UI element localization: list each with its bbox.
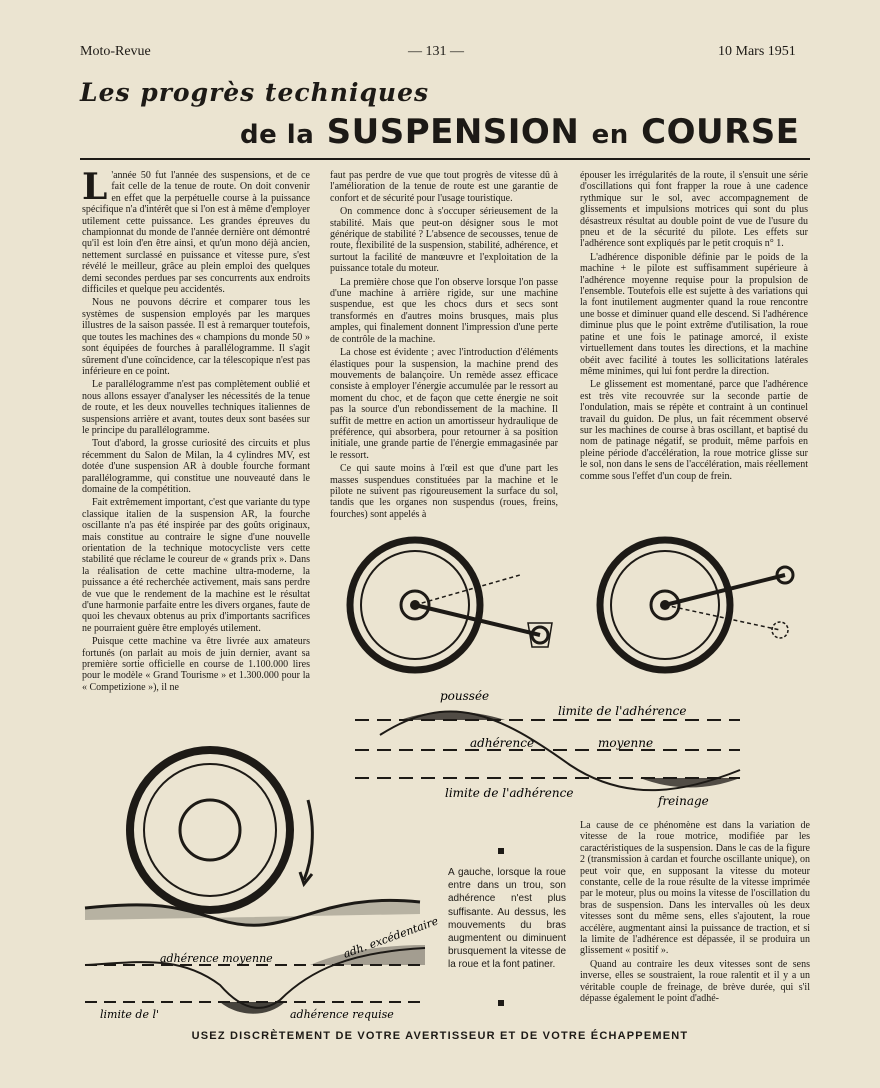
article-column-3 bbox=[580, 170, 808, 540]
paragraph: faut pas perdre de vue que tout progrès de vitesse dû à l'amélioration de la tenue de route est une garantie de confort et de sécurité pour l'usage touristique. bbox=[330, 170, 558, 204]
label-adh-excedentaire: adh. excédentaire bbox=[341, 914, 440, 961]
label-freinage: freinage bbox=[658, 794, 709, 808]
paragraph: Le glissement est momentané, parce que l'adhérence est très vite recouvrée sur la seconde partie de l'ondulation, mais se répète et contraint à un continuel travail du guidon. De plus, un fait récemment observé sur les machines de course à bras oscillant, et baptisé du nom de patinage négatif, se produit, même parfois en pleine période d'accélération, la roue motrice glisse sur le sol, non dans le sens de l'accélération, mais réellement comme sous l'effet d'un coup de frein. bbox=[580, 379, 808, 482]
title-rule bbox=[80, 158, 810, 160]
label-moyenne: moyenne bbox=[598, 736, 654, 750]
title-course: COURSE bbox=[641, 112, 800, 152]
figure-caption: A gauche, lorsque la roue entre dans un trou, son adhérence n'est plus suffisante. Au dessus, les mouvements du bras augmentent ou diminuent brusquement la vitesse de la roue et la font patiner. bbox=[448, 867, 566, 971]
wheel-left-illustration bbox=[350, 540, 552, 670]
title-en: en bbox=[591, 120, 629, 150]
paragraph: Puisque cette machine va être livrée aux amateurs fortunés (on parlait au mois de juin dernier, avant sa première sortie officielle en course de 1.100.000 lires pour le modèle « Grand Tourisme » et 1.300.000 pour la « Competizione »), il ne bbox=[82, 636, 310, 693]
caption-bullet-end bbox=[498, 1000, 504, 1006]
paragraph: Nous ne pouvons décrire et comparer tous les systèmes de suspension employés par les marques illustres de la saison passée. Il est à remarquer toutefois, que toutes les machines des « champions du monde 50 » sont équipées de fourches à parallélogramme. Il s'agit sûrement d'une coïncidence, car la télescopique n'est pas inférieure en ce point. bbox=[82, 297, 310, 377]
title-line1: Les progrès techniques bbox=[80, 78, 430, 107]
footer-slogan: USEZ DISCRÈTEMENT DE VOTRE AVERTISSEUR ET DE VOTRE ÉCHAPPEMENT bbox=[191, 1030, 689, 1042]
paragraph: L'adhérence disponible définie par le poids de la machine + le pilote est suffisamment supérieure à l'adhérence moyenne requise pour la propulsion de l'ensemble. Toutefois elle est sujette à des variations qui la font inutilement augmenter quand la roue rencontre une bosse et diminuer quand elle descend. Si l'adhérence diminue plus que le point extrême d'utilisation, la roue patine et une fois le patinage amorcé, il existe virtuellement dans toutes les directions, et la machine obéit avec facilité à toutes les sollicitations latérales même minimes, qui lui font perdre la direction. bbox=[580, 251, 808, 377]
paragraph: La première chose que l'on observe lorsque l'on passe d'une machine à arrière rigide, sur une machine suspendue, est que les chocs durs et secs sont transformés en d'autres moins brusques, mais plus amples, qui finalement donnent l'impression d'une perte de contrôle de la machine. bbox=[330, 276, 558, 345]
caption-bullet bbox=[498, 848, 504, 854]
paragraph: Fait extrêmement important, c'est que variante du type classique italien de la suspension AR, la fourche oscillante n'a pas été inspirée par des goûts originaux, mais constitue au contraire le signe d'une nouvelle orientation de la technique motocycliste vers cette stabilité que réclame le coureur de « grands prix ». Dans la réalisation de cette machine ultra-moderne, la puissance a été recherchée activement, mais sans perdre de vue que le rendement de la machine est le résultat d'une harmonie parfaite entre les divers organes, faute de quoi les chevaux obtenus au prix d'importants sacrifices ne pourraient guère être employés utilement. bbox=[82, 497, 310, 634]
paragraph: La chose est évidente ; avec l'introduction d'éléments élastiques pour la suspension, la machine prend des mouvements de balançoire. Un remède assez efficace consiste à employer l'énergie accumulée par le ressort au moment du choc, et de façon que cette énergie ne soit pas la source d'un rebondissement de la machine. Il suffit de mettre en action un amortisseur hydraulique de préférence, qui absorbera, pour retourner à sa position initiale, une grande partie de l'énergie emmagasinée par le ressort. bbox=[330, 347, 558, 461]
label-poussee: poussée bbox=[440, 689, 490, 703]
road-surface bbox=[85, 900, 420, 925]
wheel-bottom-illustration bbox=[130, 750, 312, 910]
article-column-2 bbox=[330, 170, 558, 570]
title-de-la: de la bbox=[240, 120, 315, 150]
label-limite-adherence-bottom: limite de l'adhérence bbox=[445, 786, 574, 800]
drop-cap: L bbox=[82, 170, 108, 208]
label-adherence: adhérence bbox=[470, 736, 535, 750]
paragraph: Tout d'abord, la grosse curiosité des circuits et plus récemment du Salon de Milan, la 4 cylindres MV, est dotée d'une suspension AR à double fourche formant parallélogramme, qui constitue une nouveauté dans le domaine de la compétition. bbox=[82, 438, 310, 495]
article-column-1 bbox=[82, 170, 310, 738]
paragraph: Le parallélogramme n'est pas complètement oublié et nous allons essayer d'analyser les nécessités de la tenue de route, et les deux nouvelles techniques italiennes de suspensions arrière et avant, toutes deux sont basées sur le principe du parallélogramme. bbox=[82, 379, 310, 436]
magazine-name: Moto-Revue bbox=[80, 44, 151, 59]
article-column-4 bbox=[580, 820, 810, 1020]
page-number: — 131 — bbox=[408, 44, 464, 59]
issue-date: 10 Mars 1951 bbox=[718, 44, 796, 59]
paragraph: On commence donc à s'occuper sérieusement de la stabilité. Mais que peut-on désigner sous le mot générique de stabilité ? L'absence de secousses, tenue de route, flexibilité de la suspension, stabilité, adhérence, et surtout la facilité de manœuvre et l'exploitation de la puissance totale du moteur. bbox=[330, 206, 558, 275]
label-limite-de: limite de l' bbox=[100, 1008, 160, 1021]
label-limite-adherence-top: limite de l'adhérence bbox=[558, 704, 687, 718]
wheel-right-illustration bbox=[600, 540, 793, 670]
title-line2 bbox=[240, 112, 800, 152]
paragraph: 'année 50 fut l'année des suspensions, et de ce fait celle de la tenue de route. On doit convenir en effet que la perpétuelle course à la puissance spécifique n'a d'intérêt que si l'on est à même d'employer utilement cette puissance. Les grandes épreuves du championnat du monde de l'année dernière ont démontré qu'il est loin d'en être ainsi, et qu'un mono déjà ancien, nettement surclassé en puissance et vitesse pure, s'est révélé le meilleur, grâce au plein emploi des quelques demi secondes perdues par ses concurrents aux endroits difficiles et quelque peu accidentés. bbox=[82, 170, 310, 296]
label-adherence-requise: adhérence requise bbox=[290, 1008, 394, 1021]
paragraph: épouser les irrégularités de la route, il s'ensuit une série d'oscillations qui font frapper la roue à une cadence rythmique sur le sol, avec accompagnement de glissements et impulsions motrices qui sont du plus désastreux résultat au double point de vue de l'usure du pneu et de la sécurité du pilote. Les effets sur l'adhérence sont expliqués par le petit croquis n° 1. bbox=[580, 170, 808, 250]
paragraph: La cause de ce phénomène est dans la variation de vitesse de la roue motrice, modifiée par les caractéristiques de la suspension. Dans le cas de la figure 2 (transmission à cardan et fourche oscillante unique), on peut voir que, en supposant la vitesse du moteur constante, celle de la roue résulte de la vitesse imprimée par le moteur, plus ou moins la vitesse de l'oscillation du bras de suspension. Dans les intervalles où les deux vitesses sont du même sens, elles s'ajoutent, la roue accélère, augmentant ainsi la puissance de traction, et si la limite de l'adhérence est dépassée, il se produira un glissement « positif ». bbox=[580, 820, 810, 957]
figure-wheel-hole-diagram bbox=[80, 740, 440, 1025]
label-adherence-moyenne: adhérence moyenne bbox=[160, 952, 273, 965]
title-suspension: SUSPENSION bbox=[326, 112, 580, 152]
paragraph: Ce qui saute moins à l'œil est que d'une part les masses suspendues constituées par la machine et le pilote ne suivent pas rigoureusement la surface du sol, tandis que les organes non suspendus (roues, freins, fourches) sont appelés à bbox=[330, 463, 558, 520]
paragraph: Quand au contraire les deux vitesses sont de sens inverse, elles se soustraient, la roue ralentit et il y a un véritable couple de freinage, de brève durée, qui s'il dépasse également le point d'adhé- bbox=[580, 958, 810, 1005]
adherence-graph-left bbox=[85, 914, 440, 1021]
